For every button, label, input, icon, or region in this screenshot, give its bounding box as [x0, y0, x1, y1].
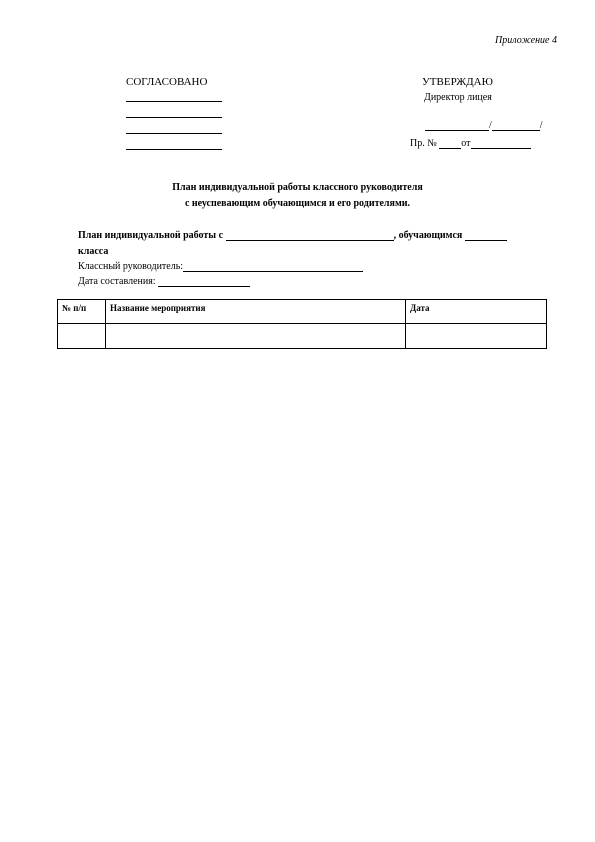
teacher-label: Классный руководитель: [78, 261, 184, 272]
order-from: от [461, 138, 471, 149]
agreed-title: СОГЛАСОВАНО [126, 76, 208, 88]
order-number-line [439, 138, 461, 149]
agreed-signature-line-4 [126, 149, 222, 150]
date-field [78, 276, 250, 287]
order-prefix: Пр. № [410, 138, 437, 149]
approve-signature-line [425, 120, 489, 131]
table-header-row [58, 300, 547, 324]
date-label: Дата составления: [78, 276, 156, 287]
agreed-signature-line-2 [126, 117, 222, 118]
approve-title: УТВЕРЖДАЮ [422, 76, 493, 88]
header-number: № п/п [58, 300, 106, 324]
plan-class-label: класса [78, 246, 109, 257]
header-date: Дата [406, 300, 547, 324]
class-number-line [465, 230, 507, 241]
plan-table [57, 299, 547, 349]
plan-student-label: , обучающимся [393, 230, 463, 241]
document-title-line-1: План индивидуальной работы классного руководителя [172, 182, 423, 193]
header-event-name: Название мероприятия [106, 300, 406, 324]
document-title-line-2: с неуспевающим обучающимся и его родителями. [184, 198, 411, 209]
teacher-name-line [183, 261, 363, 272]
cell-number [58, 324, 106, 349]
agreed-signature-line-1 [126, 101, 222, 102]
plan-prefix: План индивидуальной работы с [78, 230, 224, 241]
approve-slash-1: / [489, 120, 492, 131]
approve-signature [425, 120, 543, 131]
approve-slash-2: / [539, 120, 543, 131]
student-name-line [226, 230, 394, 241]
table-row [58, 324, 547, 349]
cell-date [406, 324, 547, 349]
approve-name-line [492, 120, 540, 131]
approve-position: Директор лицея [424, 92, 492, 103]
teacher-field [78, 261, 363, 272]
approve-order [410, 138, 531, 149]
appendix-label: Приложение 4 [495, 35, 557, 46]
plan-student-field [78, 230, 507, 241]
cell-event-name [106, 324, 406, 349]
date-line [158, 276, 250, 287]
agreed-signature-line-3 [126, 133, 222, 134]
order-date-line [471, 138, 531, 149]
